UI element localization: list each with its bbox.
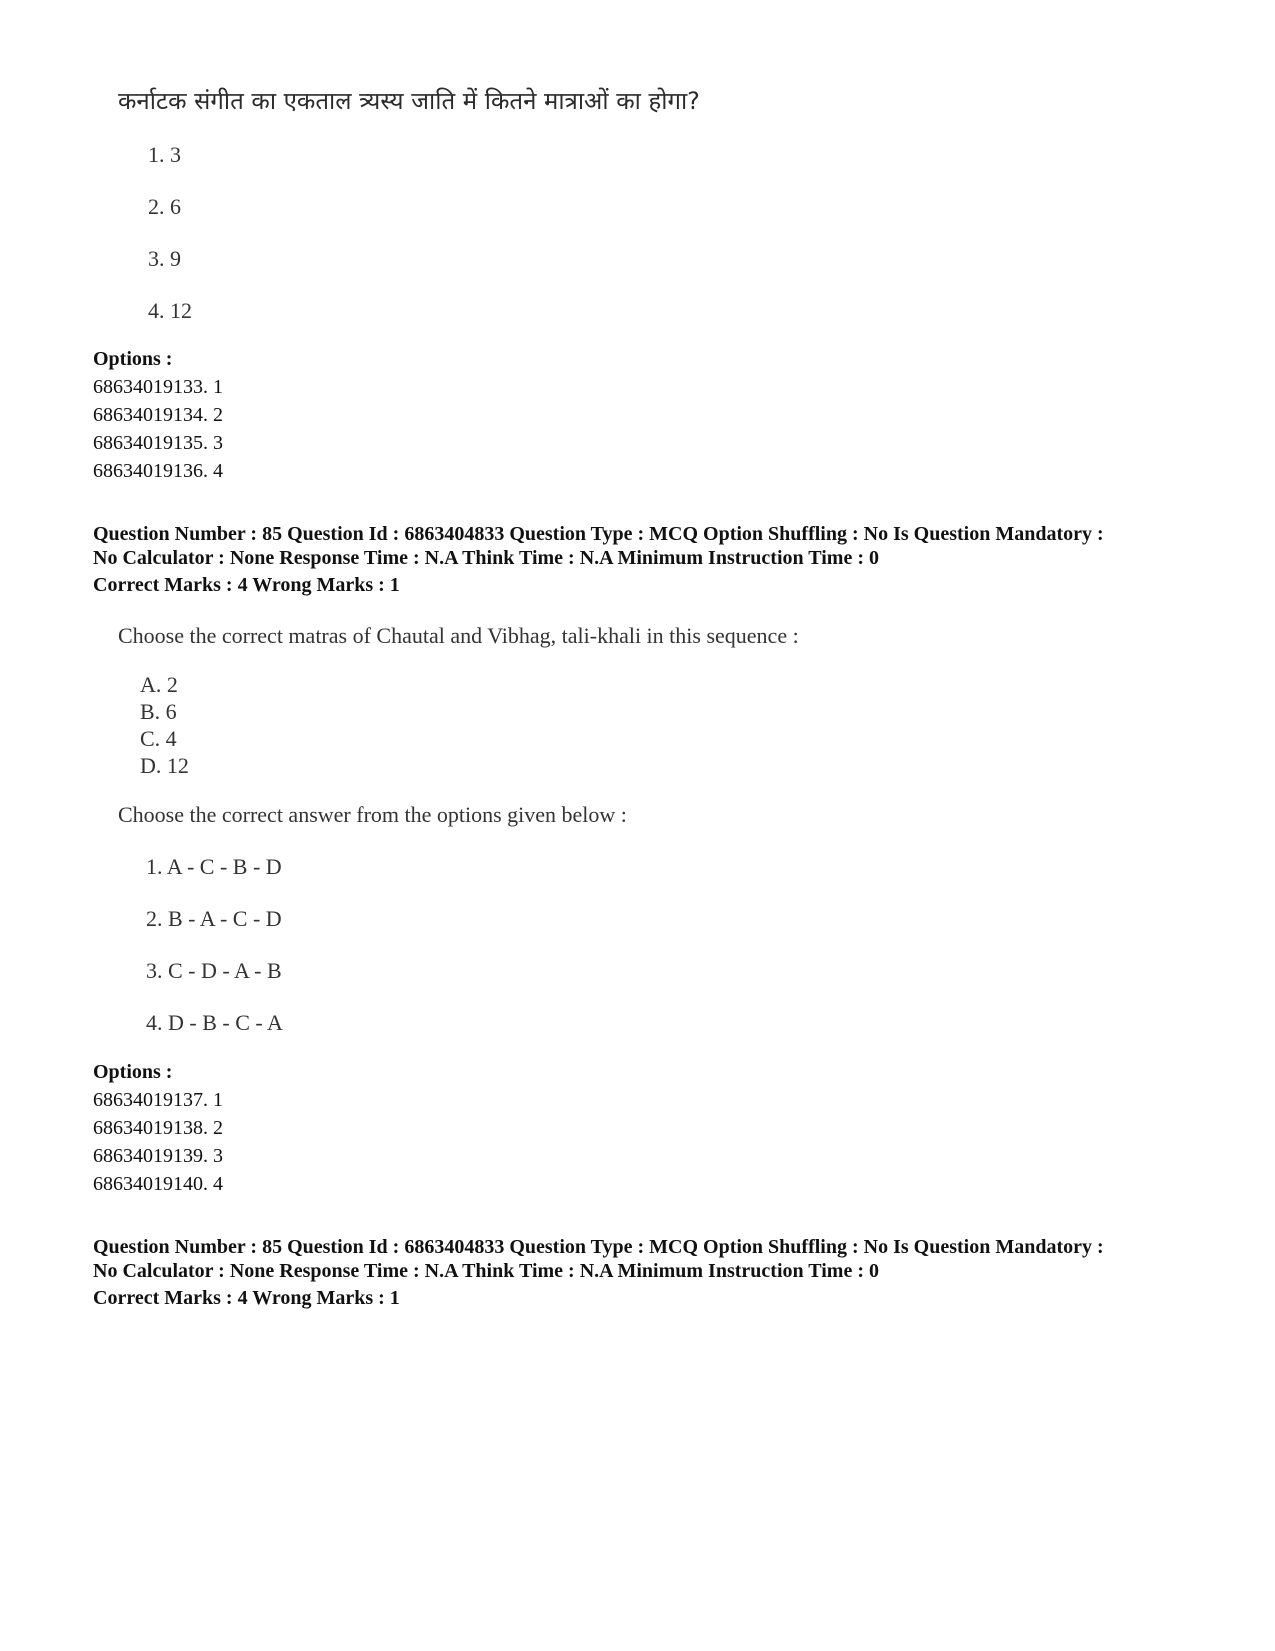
question-meta-line2: No Calculator : None Response Time : N.A Think Time : N.A Minimum Instruction Time : 0 (93, 1260, 879, 1282)
choice-4: 4. D - B - C - A (146, 1010, 283, 1035)
question-text-hindi: कर्नाटक संगीत का एकताल त्र्यस्य जाति में कितने मात्राओं का होगा? (118, 87, 700, 115)
list-item: A. 2 (140, 672, 178, 697)
options-label: Options : (93, 1061, 173, 1083)
question-meta (93, 522, 1213, 570)
option-id: 68634019136. 4 (93, 460, 223, 482)
choice-3: 3. 9 (148, 246, 181, 271)
choice-2: 2. B - A - C - D (146, 906, 282, 931)
option-id: 68634019138. 2 (93, 1117, 223, 1139)
option-id: 68634019139. 3 (93, 1145, 223, 1167)
list-item: C. 4 (140, 726, 177, 751)
question-meta-line1: Question Number : 85 Question Id : 6863404833 Question Type : MCQ Option Shuffling : No Is Question Mandatory : (93, 523, 1104, 545)
option-id: 68634019134. 2 (93, 404, 223, 426)
instruction-text: Choose the correct answer from the options given below : (118, 802, 627, 827)
list-item: B. 6 (140, 699, 177, 724)
option-id: 68634019140. 4 (93, 1173, 223, 1195)
option-id: 68634019135. 3 (93, 432, 223, 454)
choice-1: 1. A - C - B - D (146, 854, 282, 879)
question-meta (93, 1235, 1213, 1283)
marks-info: Correct Marks : 4 Wrong Marks : 1 (93, 1287, 400, 1309)
options-label: Options : (93, 348, 173, 370)
choice-3: 3. C - D - A - B (146, 958, 282, 983)
question-meta-line1: Question Number : 85 Question Id : 6863404833 Question Type : MCQ Option Shuffling : No Is Question Mandatory : (93, 1236, 1104, 1258)
choice-2: 2. 6 (148, 194, 181, 219)
question-meta-line2: No Calculator : None Response Time : N.A Think Time : N.A Minimum Instruction Time : 0 (93, 547, 879, 569)
option-id: 68634019137. 1 (93, 1089, 223, 1111)
marks-info: Correct Marks : 4 Wrong Marks : 1 (93, 574, 400, 596)
choice-4: 4. 12 (148, 298, 192, 323)
choice-1: 1. 3 (148, 142, 181, 167)
question-text: Choose the correct matras of Chautal and Vibhag, tali-khali in this sequence : (118, 623, 799, 648)
option-id: 68634019133. 1 (93, 376, 223, 398)
list-item: D. 12 (140, 753, 189, 778)
